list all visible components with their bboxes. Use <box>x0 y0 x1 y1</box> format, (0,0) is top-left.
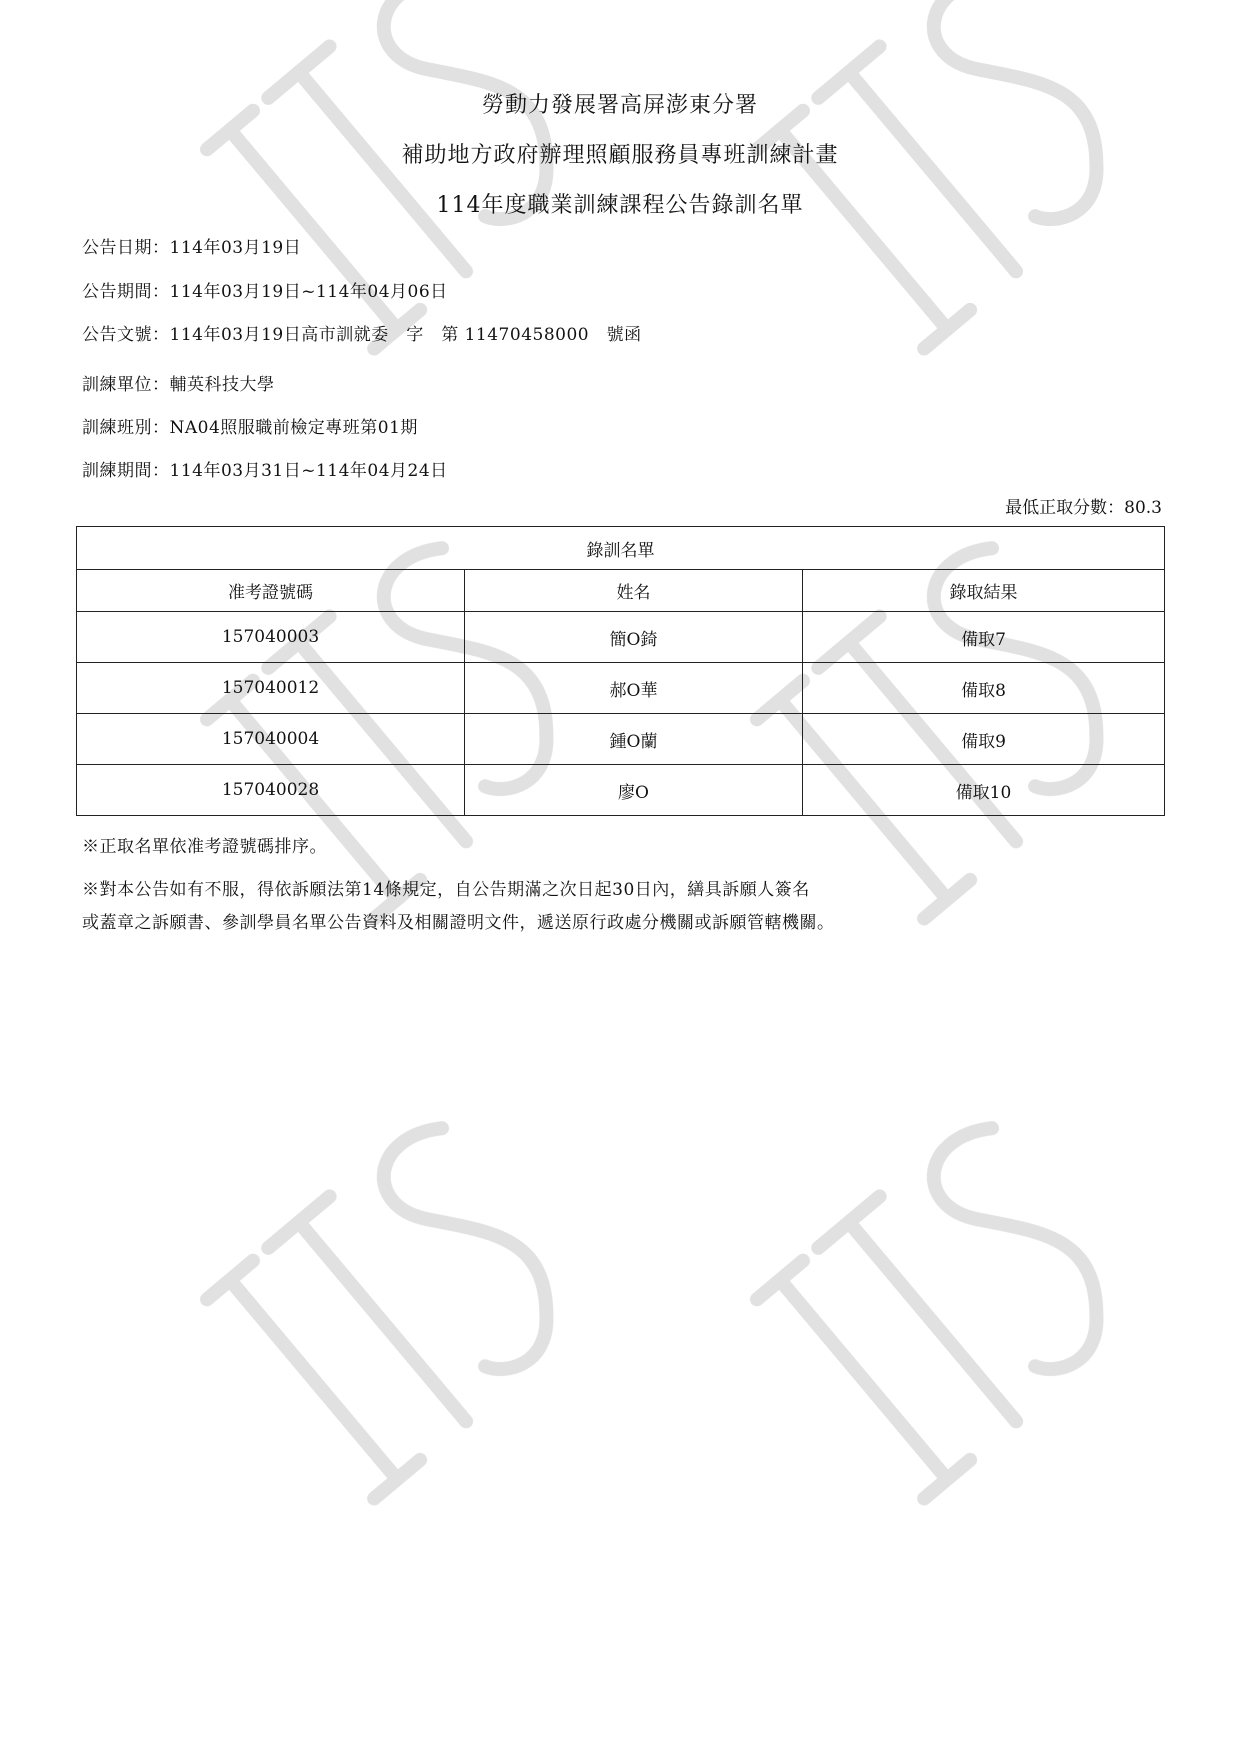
cell-exam-id: 157040012 <box>77 663 465 714</box>
training-unit: 訓練單位：輔英科技大學 <box>82 375 275 395</box>
table-row <box>77 765 1165 816</box>
cell-result: 備取9 <box>803 714 1165 765</box>
cell-exam-id: 157040004 <box>77 714 465 765</box>
watermark-mark-5 <box>207 1113 596 1499</box>
table-caption: 錄訓名單 <box>77 527 1165 570</box>
header-result: 錄取結果 <box>803 570 1165 612</box>
cell-result: 備取8 <box>803 663 1165 714</box>
watermark-mark-2 <box>757 0 1146 348</box>
plan-title: 補助地方政府辦理照顧服務員專班訓練計畫 <box>401 143 839 168</box>
cell-exam-id: 157040003 <box>77 612 465 663</box>
sort-note: ※正取名單依准考證號碼排序。 <box>82 837 327 857</box>
table-row <box>77 612 1165 663</box>
watermark-mark-6 <box>757 1113 1146 1499</box>
cell-exam-id: 157040028 <box>77 765 465 816</box>
appeal-note-line2: 或蓋章之訴願書、參訓學員名單公告資料及相關證明文件，遞送原行政處分機關或訴願管轄機關。 <box>82 913 835 933</box>
header-exam-id: 准考證號碼 <box>77 570 465 612</box>
cell-result: 備取10 <box>803 765 1165 816</box>
cell-name: 郝O華 <box>465 663 803 714</box>
table-caption-row <box>77 527 1165 570</box>
announce-period: 公告期間：114年03月19日~114年04月06日 <box>82 282 448 302</box>
table-row <box>77 663 1165 714</box>
table-header-row <box>77 570 1165 612</box>
header-name: 姓名 <box>465 570 803 612</box>
table-row <box>77 714 1165 765</box>
list-title: 114年度職業訓練課程公告錄訓名單 <box>436 193 804 218</box>
training-class: 訓練班別：NA04照服職前檢定專班第01期 <box>82 418 418 438</box>
admission-table <box>76 526 1165 816</box>
min-admission-score: 最低正取分數：80.3 <box>1005 498 1162 518</box>
cell-name: 廖O <box>465 765 803 816</box>
announce-date: 公告日期：114年03月19日 <box>82 238 302 258</box>
cell-result: 備取7 <box>803 612 1165 663</box>
cell-name: 鍾O蘭 <box>465 714 803 765</box>
agency-title: 勞動力發展署高屏澎東分署 <box>481 93 758 118</box>
appeal-note-line1: ※對本公告如有不服，得依訴願法第14條規定，自公告期滿之次日起30日內，繕具訴願人簽名 <box>82 880 810 900</box>
cell-name: 簡O錡 <box>465 612 803 663</box>
announce-doc-number: 公告文號：114年03月19日高市訓就委 字 第 11470458000 號函 <box>82 325 642 345</box>
training-period: 訓練期間：114年03月31日~114年04月24日 <box>82 461 448 481</box>
